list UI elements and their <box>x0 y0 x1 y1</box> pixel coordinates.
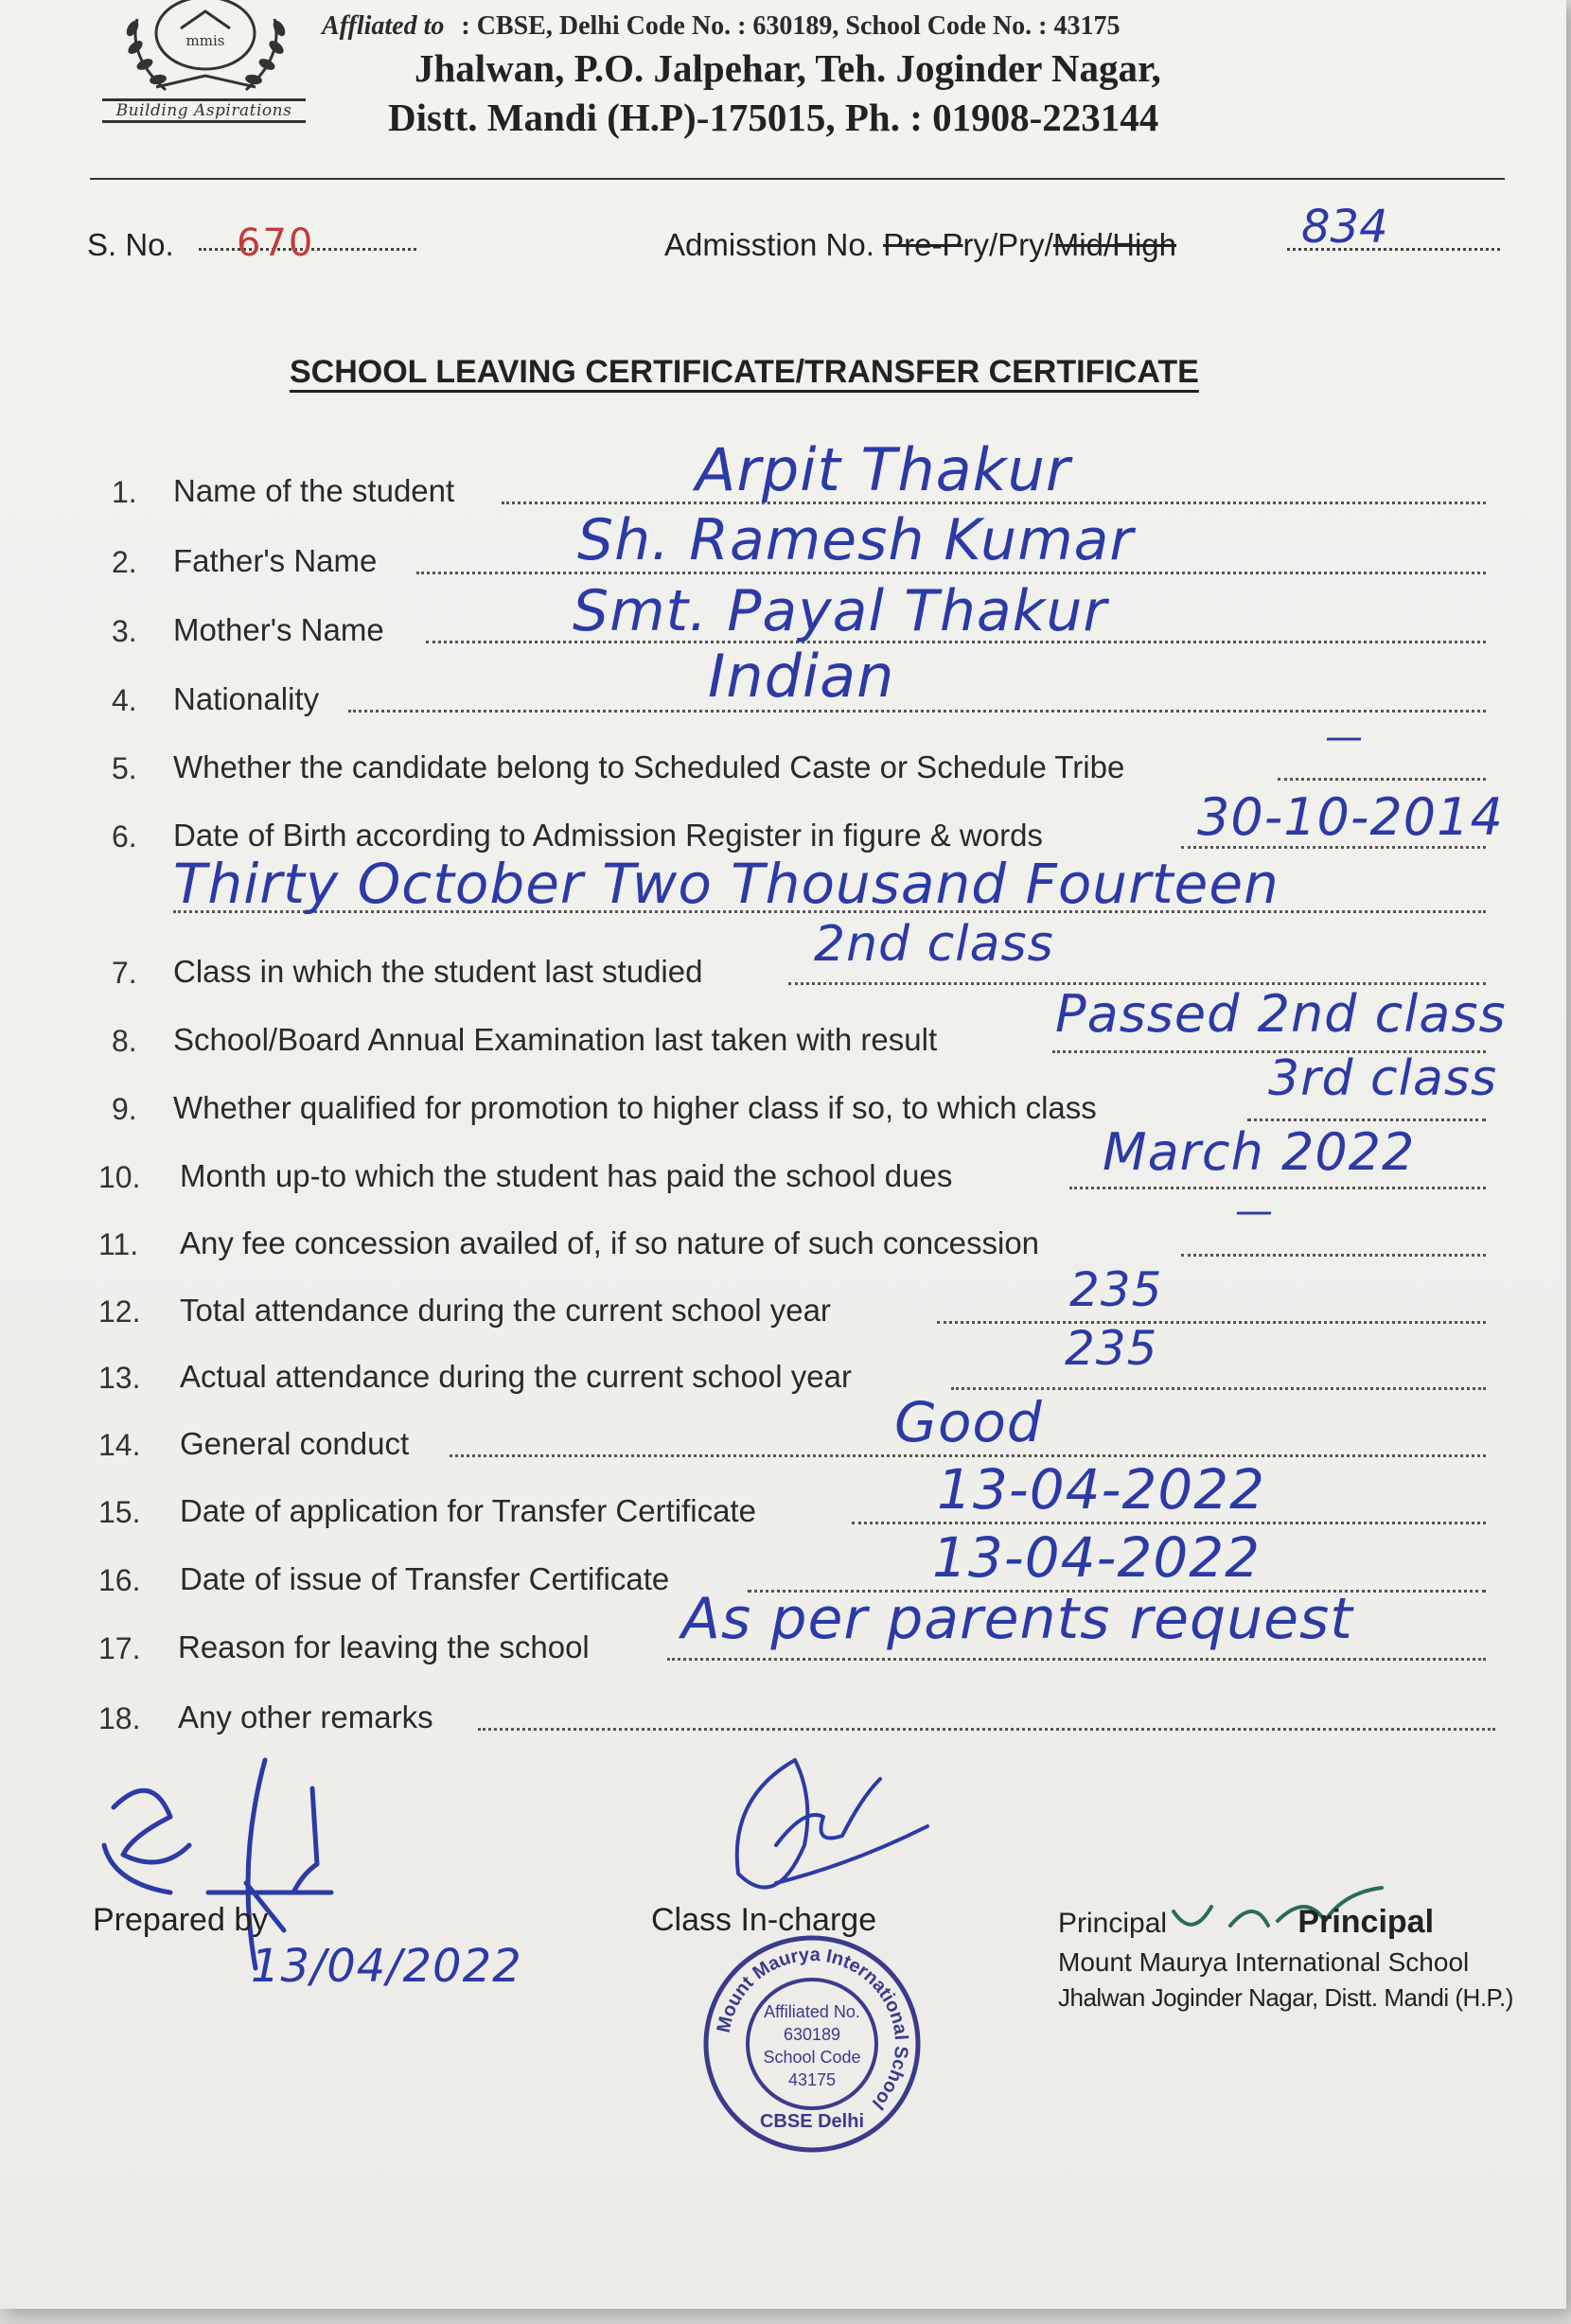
field-number: 1. <box>112 475 137 509</box>
stamp-line-3: School Code <box>763 2048 861 2067</box>
principal-title: Principal <box>1297 1904 1435 1940</box>
field-value: 235 <box>1065 1321 1158 1376</box>
field-dotted-line <box>1278 778 1486 781</box>
field-number: 17. <box>98 1631 141 1665</box>
field-label: Name of the student <box>173 473 455 508</box>
school-stamp <box>698 1930 926 2157</box>
field-dotted-line <box>1069 1187 1486 1189</box>
class-incharge-label: Class In-charge <box>651 1902 877 1938</box>
field-label: Father's Name <box>173 543 378 578</box>
field-number: 10. <box>98 1160 141 1194</box>
principal-label: Principal <box>1058 1908 1168 1939</box>
field-value: — <box>1325 715 1364 759</box>
prepared-by-date: 13/04/2022 <box>251 1940 522 1993</box>
admission-label-prefix: Admisstion No. <box>664 227 874 262</box>
field-value: Arpit Thakur <box>696 435 1071 504</box>
field-fee-concession <box>0 1189 1571 1280</box>
field-number: 5. <box>112 751 137 785</box>
field-number: 2. <box>112 545 137 579</box>
field-value: 30-10-2014 <box>1197 787 1504 847</box>
field-label: Any fee concession availed of, if so nature of such concession <box>180 1225 1040 1260</box>
admission-struck-1: Pre-P <box>883 227 963 262</box>
field-number: 14. <box>98 1428 141 1462</box>
field-value: 13-04-2022 <box>937 1457 1266 1522</box>
field-value: March 2022 <box>1103 1122 1416 1182</box>
field-number: 9. <box>112 1092 137 1126</box>
field-label: Whether qualified for promotion to higher class if so, to which class <box>173 1090 1097 1125</box>
field-label: Any other remarks <box>178 1699 433 1734</box>
field-label: School/Board Annual Examination last taken with result <box>173 1022 938 1057</box>
field-number: 3. <box>112 614 137 648</box>
certificate-title: SCHOOL LEAVING CERTIFICATE/TRANSFER CERTIFICATE <box>290 354 1199 390</box>
logo-text: mmis <box>185 32 225 49</box>
field-label: Actual attendance during the current school year <box>180 1359 852 1394</box>
field-label: Date of application for Transfer Certificate <box>180 1493 756 1528</box>
stamp-ring-text: Mount Maurya International School <box>713 1944 912 2114</box>
class-incharge-signature <box>719 1741 937 1911</box>
stamp-line-5: CBSE Delhi <box>759 2111 865 2132</box>
admission-class-options: ry/Pry/ <box>962 227 1053 262</box>
address-line-2: Distt. Mandi (H.P)-175015, Ph. : 01908-223144 <box>388 96 1159 139</box>
field-number: 13. <box>98 1361 141 1395</box>
header-divider <box>90 178 1505 180</box>
field-number: 7. <box>112 956 137 990</box>
field-application-date <box>0 1457 1571 1548</box>
field-label: Month up-to which the student has paid the school dues <box>180 1158 953 1193</box>
field-label: Date of issue of Transfer Certificate <box>180 1561 670 1596</box>
field-value: — <box>1235 1189 1274 1233</box>
principal-school-address: Jhalwan Joginder Nagar, Distt. Mandi (H.P.) <box>1058 1983 1513 2012</box>
field-dotted-line <box>1181 1254 1486 1257</box>
field-label: Nationality <box>173 681 320 716</box>
field-value-words: Thirty October Two Thousand Fourteen <box>173 852 1280 916</box>
affiliation-text: : CBSE, Delhi Code No. : 630189, School Code No. : 43175 <box>461 11 1121 41</box>
field-dotted-line <box>937 1321 1486 1324</box>
field-number: 4. <box>112 683 137 717</box>
principal-school-name: Mount Maurya International School <box>1058 1947 1470 1977</box>
field-general-conduct <box>0 1390 1571 1481</box>
field-value: As per parents request <box>681 1586 1353 1652</box>
serial-label: S. No. <box>87 227 174 262</box>
admission-struck-2: Mid/High <box>1052 227 1176 262</box>
admission-label <box>664 227 1176 263</box>
field-number: 12. <box>98 1294 141 1329</box>
field-total-attendance <box>0 1262 1571 1347</box>
field-label: Reason for leaving the school <box>178 1629 590 1664</box>
field-value: Passed 2nd class <box>1055 984 1507 1044</box>
field-value: Sh. Ramesh Kumar <box>577 507 1135 573</box>
field-number: 6. <box>112 819 137 854</box>
field-value: Indian <box>708 642 895 711</box>
field-value: Smt. Payal Thakur <box>573 578 1108 644</box>
field-value: 13-04-2022 <box>932 1525 1262 1590</box>
field-label: Whether the candidate belong to Scheduled Caste or Schedule Tribe <box>173 749 1125 784</box>
field-value: Good <box>894 1390 1043 1454</box>
field-dotted-line <box>667 1658 1486 1661</box>
field-dotted-line <box>478 1728 1495 1731</box>
affiliation-line <box>322 11 1552 42</box>
stamp-line-2: 630189 <box>783 2025 841 2044</box>
field-number: 16. <box>98 1563 141 1597</box>
field-number: 11. <box>98 1227 139 1261</box>
stamp-line-4: 43175 <box>787 2070 837 2089</box>
stamp-line-1: Affiliated No. <box>764 2002 860 2021</box>
field-dotted-line <box>348 710 1486 713</box>
field-label: General conduct <box>180 1426 410 1461</box>
field-label: Class in which the student last studied <box>173 954 703 989</box>
field-number: 18. <box>98 1701 141 1735</box>
field-label: Total attendance during the current school year <box>180 1293 831 1328</box>
logo-caption: Building Aspirations <box>102 98 306 123</box>
field-label: Date of Birth according to Admission Register in figure & words <box>173 818 1043 853</box>
field-value: 235 <box>1069 1262 1163 1317</box>
serial-value: 670 <box>237 221 315 265</box>
address-line-1: Jhalwan, P.O. Jalpehar, Teh. Joginder Nagar, <box>415 46 1161 90</box>
field-value: 2nd class <box>814 916 1054 973</box>
field-date-of-birth <box>0 787 1571 929</box>
field-reason-leaving <box>0 1586 1571 1684</box>
field-dotted-line <box>1247 1118 1486 1121</box>
admission-value: 834 <box>1301 201 1388 254</box>
field-number: 15. <box>98 1495 141 1529</box>
field-label: Mother's Name <box>173 612 384 647</box>
field-actual-attendance <box>0 1321 1571 1414</box>
field-dues-paid <box>0 1122 1571 1213</box>
prepared-by-label: Prepared by <box>93 1902 269 1938</box>
field-number: 8. <box>112 1024 137 1058</box>
principal-line <box>1058 1904 1434 1941</box>
field-dotted-line <box>852 1522 1486 1524</box>
affiliation-label: Affliated to <box>322 11 445 41</box>
field-value: 3rd class <box>1268 1050 1498 1107</box>
